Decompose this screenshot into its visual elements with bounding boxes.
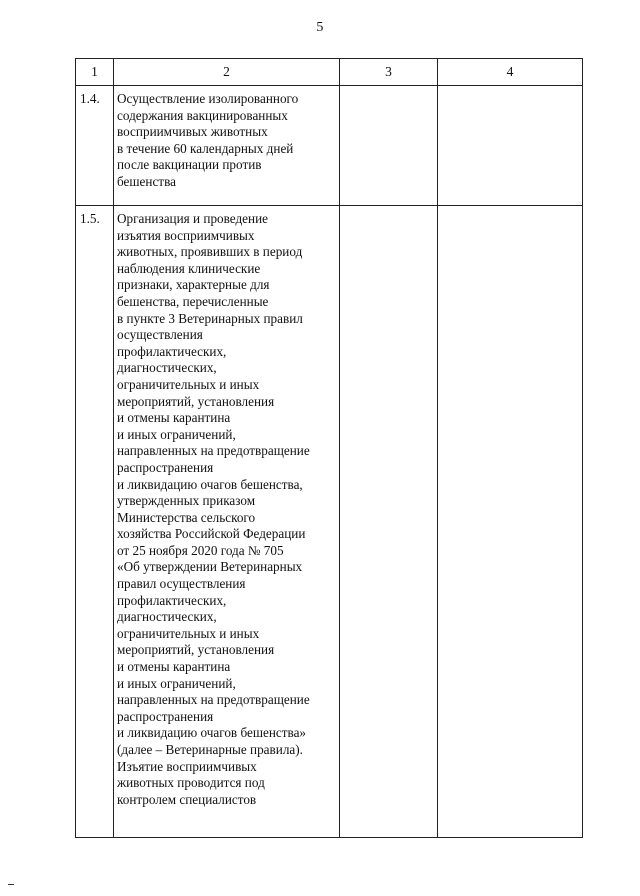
text-line: диагностических, <box>117 609 217 625</box>
row-description-text <box>117 211 336 808</box>
text-line: в пункте 3 Ветеринарных правил <box>117 310 303 326</box>
document-table <box>75 58 583 838</box>
row-col3-cell <box>340 206 438 838</box>
text-line: восприимчивых животных <box>117 124 268 140</box>
column-header-2: 2 <box>114 59 340 86</box>
text-line: Министерства сельского <box>117 509 256 525</box>
text-line: (далее – Ветеринарные правила). <box>117 742 303 757</box>
text-line: мероприятий, установления <box>117 393 275 409</box>
text-line: содержания вакцинированных <box>117 107 288 123</box>
text-line: и отмены карантина <box>117 410 231 426</box>
text-line: Осуществление изолированного <box>117 91 299 106</box>
text-line: и отмены карантина <box>117 659 231 675</box>
text-line: и ликвидацию очагов бешенства» <box>117 725 307 741</box>
text-line: распространения <box>117 708 214 724</box>
scan-mark <box>8 884 14 885</box>
row-description-cell <box>114 86 340 206</box>
text-line: направленных на предотвращение <box>117 443 310 459</box>
row-description-cell <box>114 206 340 838</box>
text-line: осуществления <box>117 327 203 343</box>
text-line: утвержденных приказом <box>117 493 256 509</box>
text-line: хозяйства Российской Федерации <box>117 526 306 542</box>
text-line: направленных на предотвращение <box>117 692 310 708</box>
row-col4-cell <box>438 86 583 206</box>
text-line: диагностических, <box>117 360 217 376</box>
row-number-cell: 1.5. <box>76 206 114 838</box>
text-line: распространения <box>117 459 214 475</box>
column-header-3: 3 <box>340 59 438 86</box>
text-line: и иных ограничений, <box>117 426 236 442</box>
text-line: мероприятий, установления <box>117 642 275 658</box>
text-line: животных, проявивших в период <box>117 244 303 260</box>
text-line: признаки, характерные для <box>117 277 270 293</box>
row-number-cell: 1.4. <box>76 86 114 206</box>
text-line: после вакцинации против <box>117 157 262 173</box>
column-header-1: 1 <box>76 59 114 86</box>
row-description-text <box>117 91 336 191</box>
column-header-4: 4 <box>438 59 583 86</box>
text-line: контролем специалистов <box>117 791 257 807</box>
text-line: ограничительных и иных <box>117 376 260 392</box>
text-line: животных проводится под <box>117 775 265 791</box>
table-row <box>76 86 583 206</box>
text-line: Организация и проведение <box>117 211 268 226</box>
text-line: профилактических, <box>117 343 227 359</box>
text-line: и ликвидацию очагов бешенства, <box>117 476 303 492</box>
text-line: «Об утверждении Ветеринарных <box>117 559 303 575</box>
text-line: бешенства <box>117 173 176 189</box>
text-line: бешенства, перечисленные <box>117 293 269 309</box>
table-row <box>76 206 583 838</box>
text-line: и иных ограничений, <box>117 675 236 691</box>
text-line: правил осуществления <box>117 576 246 592</box>
text-line: ограничительных и иных <box>117 625 260 641</box>
text-line: наблюдения клинические <box>117 260 261 276</box>
text-line: Изъятие восприимчивых <box>117 758 257 774</box>
text-line: профилактических, <box>117 592 227 608</box>
page-number: 5 <box>316 20 324 35</box>
row-col4-cell <box>438 206 583 838</box>
table-header-row <box>76 59 583 86</box>
row-col3-cell <box>340 86 438 206</box>
text-line: в течение 60 календарных дней <box>117 140 294 156</box>
text-line: изъятия восприимчивых <box>117 227 255 243</box>
text-line: от 25 ноября 2020 года № 705 <box>117 542 284 558</box>
